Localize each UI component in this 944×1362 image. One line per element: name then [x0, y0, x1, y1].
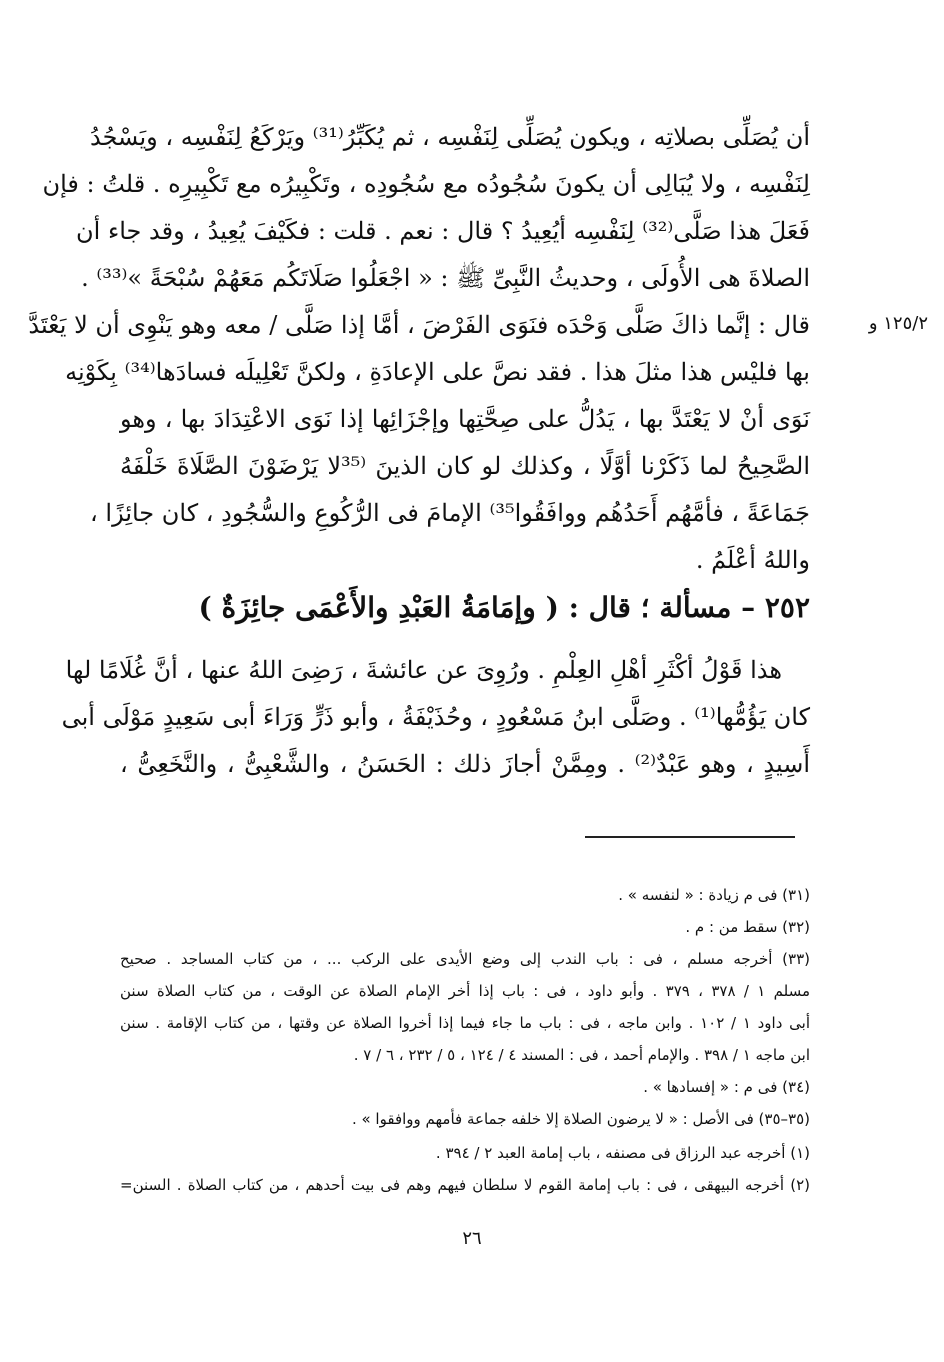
text-line: لِنَفْسِه ، ولا يُبَالِى أن يكونَ سُجُودُه مع سُجُودِه ، وتَكْبِيرُه مع تَكْبِيرِه . قلتُ : فإن [42, 170, 810, 198]
page-number: ٢٦ [462, 1228, 482, 1249]
text-line: قال : إنَّما ذاكَ صَلَّى وَحْدَه فنَوَى الفَرْضَ ، أمَّا إذا صَلَّى / معه وهو يَنْوِى أن لا يَعْتَدَّ [28, 311, 810, 339]
margin-folio-note: ١٢٥/٢ و [868, 313, 928, 334]
footnote-line: (٣٥–٣٥) فى الأصل : « لا يرضون الصلاة إلا خلفه جماعة فأمهم ووافقوا » . [351, 1110, 810, 1128]
footnote-line: ابن ماجه ١ / ٣٩٨ . والإمام أحمد ، فى : المسند ٤ / ١٢٤ ، ٥ / ٢٣٢ ، ٦ / ٧ . [353, 1046, 810, 1064]
text-line: بها فليْس هذا مثلَ هذا . فقد نصَّ على الإعادَةِ ، ولكنَّ تَعْلِيلَه فسادَها⁽³⁴⁾ بِكَوْنِه [65, 358, 810, 386]
footnote-line: (٢) أخرجه البيهقى ، فى : باب إمامة القوم لا سلطان فيهم وهم فى بيت أحدهم ، من كتاب الصلاة . السنن= [120, 1176, 810, 1194]
text-line: أن يُصَلِّى بصلاتِه ، ويكون يُصَلِّى لِنَفْسِه ، ثم يُكَبِّرُ⁽³¹⁾ ويَرْكَعُ لِنَفْسِه ، ويَسْجُدُ [89, 123, 810, 151]
text-line: جَمَاعَةً ، فأمَّهُم أَحَدُهُم ووافَقُوا³⁵⁾ الإمامَ فى الرُّكُوعِ والسُّجُودِ ، كان جائِزًا ، [90, 499, 810, 527]
section-heading: ٢٥٢ – مسألة ؛ قال : ( وإمَامَةُ العَبْدِ والأَعْمَى جائِزَةٌ ) [198, 591, 810, 624]
footnote-line: مسلم ١ / ٣٧٨ ، ٣٧٩ . وأبو داود ، فى : باب إذا أخر الإمام الصلاة عن الوقت ، من كتاب الصلاة سنن [120, 982, 810, 1000]
text-line: واللهُ أعْلَمُ . [695, 546, 810, 574]
text-line: الصلاةَ هى الأُولَى ، وحديثُ النَّبِىِّ ﷺ : « اجْعَلُوا صَلَاتَكُم مَعَهُمْ سُبْحَةً »⁽³³⁾ . [81, 264, 810, 292]
text-line: أَسِيدٍ ، وهو عَبْدٌ⁽²⁾ . ومِمَّنْ أجازَ ذلك : الحَسَنُ ، والشَّعْبِىُّ ، والنَّخَعِىُّ ، [120, 750, 810, 778]
text-line: كان يَؤُمُّها⁽¹⁾ . وصَلَّى ابنُ مَسْعُودٍ ، وحُذَيْفَةُ ، وأبو ذَرٍّ وَرَاءَ أبى سَعِيدٍ مَوْلَى أبى [61, 703, 810, 731]
footnote-line: (٣٤) فى م : « إفسادها » . [643, 1078, 810, 1096]
footnote-line: (٣٣) أخرجه مسلم ، فى : باب الندب إلى وضع الأيدى على الركب ... ، من كتاب المساجد . صحيح [120, 950, 810, 968]
text-line: الصَّحِيحُ لما ذَكَرْنا أوَّلًا ، وكذلك لو كان الذينَ ⁽³⁵لا يَرْضَوْنَ الصَّلَاةَ خَلْفَهُ [120, 452, 811, 480]
footnote-line: (١) أخرجه عبد الرزاق فى مصنفه ، باب إمامة العبد ٢ / ٣٩٤ . [435, 1144, 810, 1162]
footnote-separator [585, 836, 795, 838]
text-line: فَعَلَ هذا صَلَّى⁽³²⁾ لِنَفْسِه أيُعِيدُ ؟ قال : نعم . قلت : فكَيْفَ يُعِيدُ ، وقد جاء أن [76, 217, 810, 245]
text-line: هذا قَوْلُ أكْثَرِ أهْلِ العِلْمِ . ورُوِىَ عن عائشةَ ، رَضِىَ اللهُ عنها ، أنَّ غُلَامًا لها [65, 656, 782, 684]
footnote-line: (٣٢) سقط من : م . [685, 918, 810, 936]
footnote-line: أبى داود ١ / ١٠٢ . وابن ماجه ، فى : باب ما جاء فيما إذا أخروا الصلاة عن وقتها ، من كتاب الإقامة . سنن [120, 1014, 810, 1032]
footnote-line: (٣١) فى م زيادة : « لنفسه » . [618, 886, 810, 904]
text-line: نَوَى أنْ لا يَعْتَدَّ بها ، يَدُلُّ على صِحَّتِها وإجْزَائِها إذا نَوَى الاعْتِدَادَ بها ، وهو [120, 405, 810, 433]
